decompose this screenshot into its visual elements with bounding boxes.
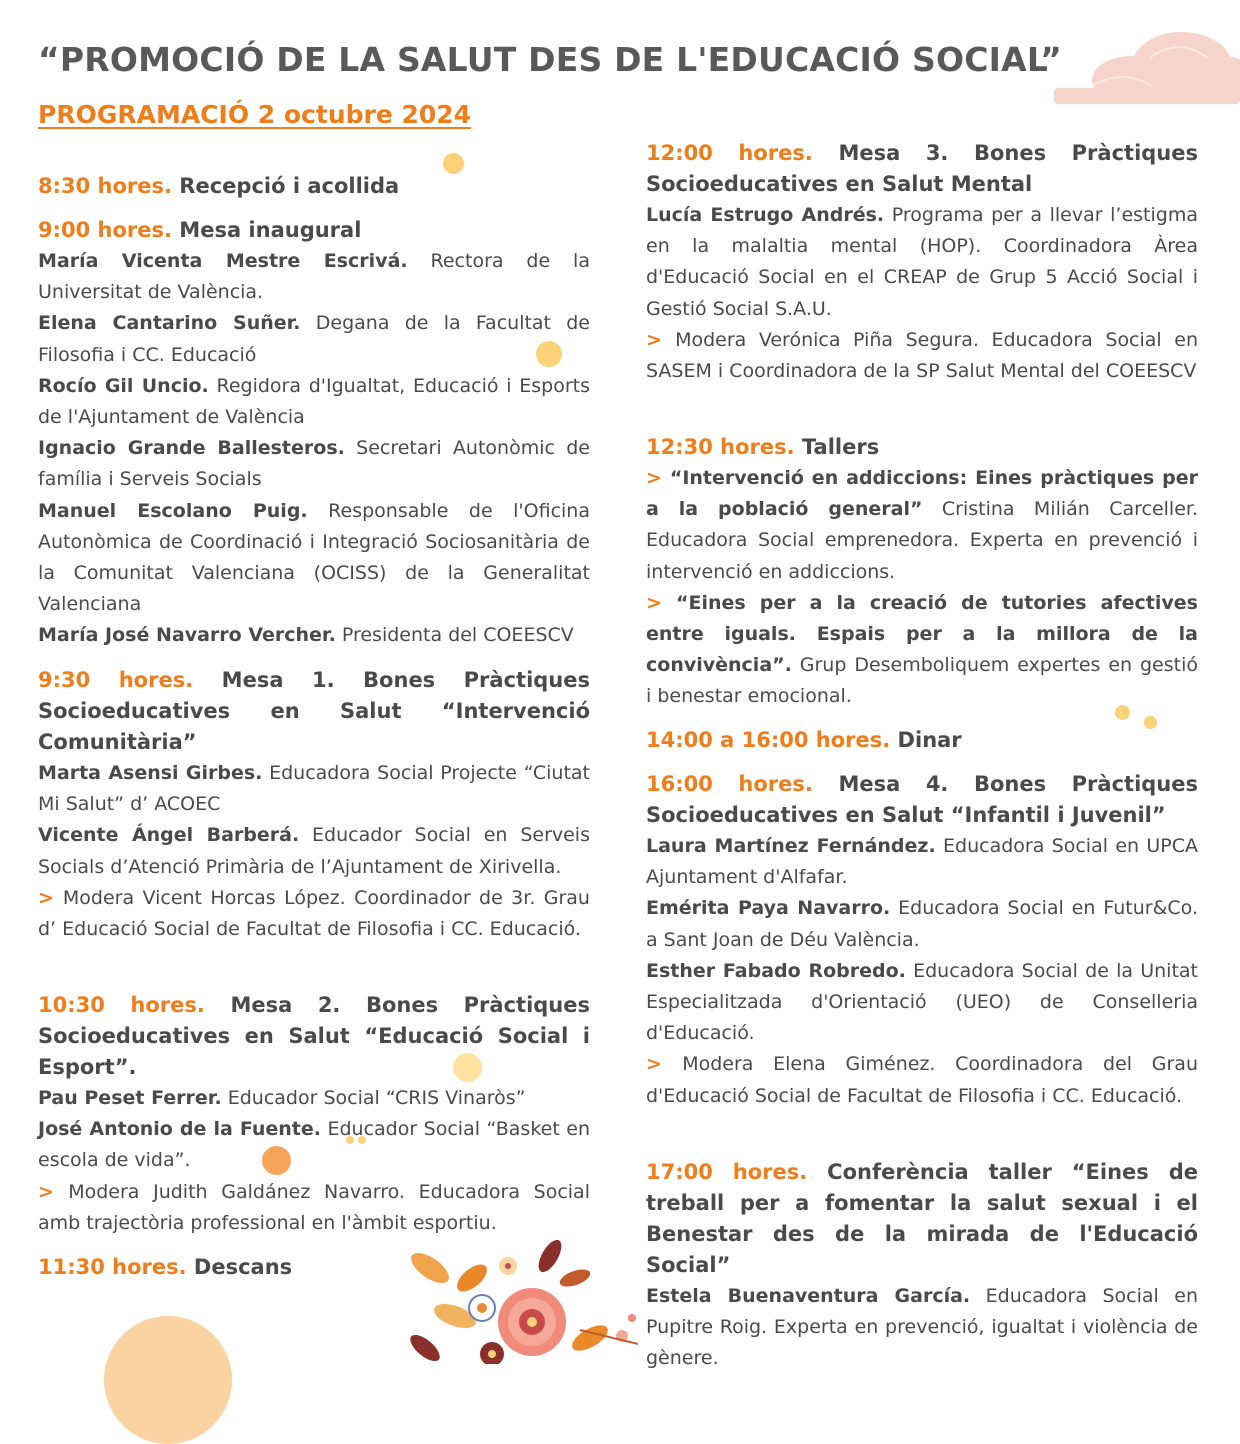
session-time: 9:30 hores. xyxy=(38,668,194,692)
moderator-entry xyxy=(38,1177,590,1239)
speaker-name: María José Navarro Vercher. xyxy=(38,624,336,647)
speaker-entry xyxy=(38,496,590,621)
workshop-title: “Eines per a la creació de tutories afectives entre iguals. Espais per a la millora de la convivència”. xyxy=(646,591,1198,677)
speaker-name: Ignacio Grande Ballesteros. xyxy=(38,437,345,460)
workshop-speaker: Grup Desemboliquem expertes en gestió i benestar emocional. xyxy=(646,654,1198,708)
session-time: 11:30 hores. xyxy=(38,1255,187,1279)
session-time: 12:00 hores. xyxy=(646,141,813,165)
session-time: 17:00 hores. xyxy=(646,1160,808,1184)
session-title: Recepció i acollida xyxy=(172,174,400,198)
speaker-entry xyxy=(38,620,590,651)
moderator-text: Modera Verónica Piña Segura. Educadora Social en SASEM i Coordinadora de la SP Salut Mental del COEESCV xyxy=(646,328,1198,383)
speaker-role: Educador Social “Basket en escola de vida”. xyxy=(38,1118,590,1172)
session-title: Mesa 1. Bones Pràctiques Socioeducatives en Salut “Intervenció Comunitària” xyxy=(38,668,590,754)
workshop-entry xyxy=(646,463,1198,588)
moderator-text: Modera Vicent Horcas López. Coordinador de 3r. Grau d’ Educació Social de Facultat de Filosofia i CC. Educació. xyxy=(38,886,590,941)
chevron-right-icon: > xyxy=(38,886,63,909)
session-title: Descans xyxy=(186,1255,293,1279)
speaker-role: Educadora Social en UPCA Ajuntament d'Alfafar. xyxy=(646,835,1198,889)
speaker-name: Emérita Paya Navarro. xyxy=(646,897,891,920)
session-title: Tallers xyxy=(794,435,880,459)
moderator-entry xyxy=(646,325,1198,387)
decorative-semicircle xyxy=(104,1316,232,1444)
speaker-name: Marta Asensi Girbes. xyxy=(38,762,263,784)
chevron-right-icon: > xyxy=(646,1053,683,1076)
speaker-name: Elena Cantarino Suñer. xyxy=(38,312,301,335)
speaker-name: Vicente Ángel Barberá. xyxy=(38,824,300,847)
speaker-name: Estela Buenaventura García. xyxy=(646,1285,971,1307)
session-title: Dinar xyxy=(890,728,962,752)
page-title: “PROMOCIÓ DE LA SALUT DES DE L'EDUCACIÓ SOCIAL” xyxy=(38,40,1063,79)
session-time: 16:00 hores. xyxy=(646,772,813,796)
chevron-right-icon: > xyxy=(646,591,676,614)
speaker-role: Responsable de l'Oficina Autonòmica de Coordinació i Integració Sociosanitària de la Comunitat Valenciana (OCISS) de la Generalitat Valenciana xyxy=(38,499,590,616)
session-title: Conferència taller “Eines de treball per a fomentar la salut sexual i el Benestar des de la mirada de l'Educació Social” xyxy=(646,1160,1198,1277)
chevron-right-icon: > xyxy=(646,328,676,351)
session-time: 14:00 a 16:00 hores. xyxy=(646,728,891,752)
session-title: Mesa inaugural xyxy=(172,218,362,242)
session-conference xyxy=(646,1157,1198,1375)
speaker-role: Educador Social en Serveis Socials d’Atenció Primària de l’Ajuntament de Xirivella. xyxy=(38,824,590,878)
speaker-name: Rocío Gil Uncio. xyxy=(38,374,209,397)
session-mesa-1 xyxy=(38,665,590,945)
speaker-role: Degana de la Facultat de Filosofia i CC. Educació xyxy=(38,312,591,366)
speaker-entry xyxy=(646,956,1198,1050)
session-mesa-2 xyxy=(38,990,590,1239)
speaker-entry xyxy=(38,371,590,433)
chevron-right-icon: > xyxy=(38,1180,69,1203)
speaker-entry xyxy=(38,308,590,370)
speaker-name: Laura Martínez Fernández. xyxy=(646,835,936,857)
speaker-entry xyxy=(38,433,590,495)
moderator-entry xyxy=(646,1049,1198,1111)
speaker-role: Programa per a llevar l’estigma en la malaltia mental (HOP). Coordinadora Àrea d'Educació Social en el CREAP de Grup 5 Acció Social i Gestió Social S.A.U. xyxy=(646,204,1198,320)
speaker-role: Presidenta del COEESCV xyxy=(335,624,574,647)
speaker-role: Secretari Autonòmic de família i Serveis Socials xyxy=(38,437,590,491)
session-workshops xyxy=(646,432,1198,713)
speaker-entry xyxy=(646,893,1198,955)
speaker-entry xyxy=(38,758,590,820)
speaker-entry xyxy=(38,820,590,882)
speaker-entry xyxy=(38,246,590,308)
speaker-role: Regidora d'Igualtat, Educació i Esports de l'Ajuntament de València xyxy=(38,374,590,429)
speaker-entry xyxy=(646,831,1198,893)
session-time: 8:30 hores. xyxy=(38,174,172,198)
session-title: Mesa 3. Bones Pràctiques Socioeducatives en Salut Mental xyxy=(646,141,1198,196)
speaker-name: María Vicenta Mestre Escrivá. xyxy=(38,250,408,272)
workshop-speaker: Cristina Milián Carceller. Educadora Social emprenedora. Experta en prevenció i intervenció en addiccions. xyxy=(646,498,1198,583)
session-title: Mesa 2. Bones Pràctiques Socioeducatives en Salut “Educació Social i Esport”. xyxy=(38,993,590,1079)
speaker-name: Esther Fabado Robredo. xyxy=(646,959,906,982)
speaker-name: Lucía Estrugo Andrés. xyxy=(646,204,885,226)
speaker-role: Rectora de la Universitat de València. xyxy=(38,250,590,304)
speaker-entry xyxy=(646,200,1198,325)
session-time: 9:00 hores. xyxy=(38,218,172,242)
speaker-entry xyxy=(38,1083,590,1114)
speaker-role: Educador Social “CRIS Vinaròs” xyxy=(221,1087,526,1109)
speaker-role: Educadora Social en Futur&Co. a Sant Joan de Déu València. xyxy=(646,897,1198,951)
speaker-role: Educadora Social en Pupitre Roig. Experta en prevenció, igualtat i violència de gènere. xyxy=(646,1285,1198,1370)
session-lunch xyxy=(646,725,1198,756)
session-break xyxy=(38,1252,590,1283)
speaker-role: Educadora Social de la Unitat Especialitzada d'Orientació (UEO) de Conselleria d'Educació. xyxy=(646,959,1199,1045)
cloud-decoration xyxy=(1052,28,1240,104)
speaker-entry xyxy=(646,1281,1198,1375)
session-mesa-4 xyxy=(646,769,1198,1112)
session-title: Mesa 4. Bones Pràctiques Socioeducatives en Salut “Infantil i Juvenil” xyxy=(646,772,1198,827)
moderator-text: Modera Elena Giménez. Coordinadora del Grau d'Educació Social de Facultat de Filosofia i CC. Educació. xyxy=(646,1053,1198,1107)
moderator-entry xyxy=(38,883,590,945)
session-time: 10:30 hores. xyxy=(38,993,205,1017)
speaker-name: Manuel Escolano Puig. xyxy=(38,499,308,522)
workshop-title: “Intervenció en addiccions: Eines pràctiques per a la població general” xyxy=(646,467,1198,521)
speaker-role: Educadora Social Projecte “Ciutat Mi Salut” d’ ACOEC xyxy=(38,762,590,816)
session-inaugural xyxy=(38,215,590,652)
workshop-entry xyxy=(646,588,1198,713)
chevron-right-icon: > xyxy=(646,467,670,489)
session-time: 12:30 hores. xyxy=(646,435,795,459)
session-mesa-3 xyxy=(646,138,1198,387)
speaker-name: José Antonio de la Fuente. xyxy=(38,1118,321,1141)
moderator-text: Modera Judith Galdánez Navarro. Educadora Social amb trajectòria professional en l'àmbit esportiu. xyxy=(38,1180,590,1234)
speaker-entry xyxy=(38,1114,590,1176)
session-reception xyxy=(38,171,590,202)
program-date-heading: PROGRAMACIÓ 2 octubre 2024 xyxy=(38,100,472,129)
speaker-name: Pau Peset Ferrer. xyxy=(38,1087,222,1109)
